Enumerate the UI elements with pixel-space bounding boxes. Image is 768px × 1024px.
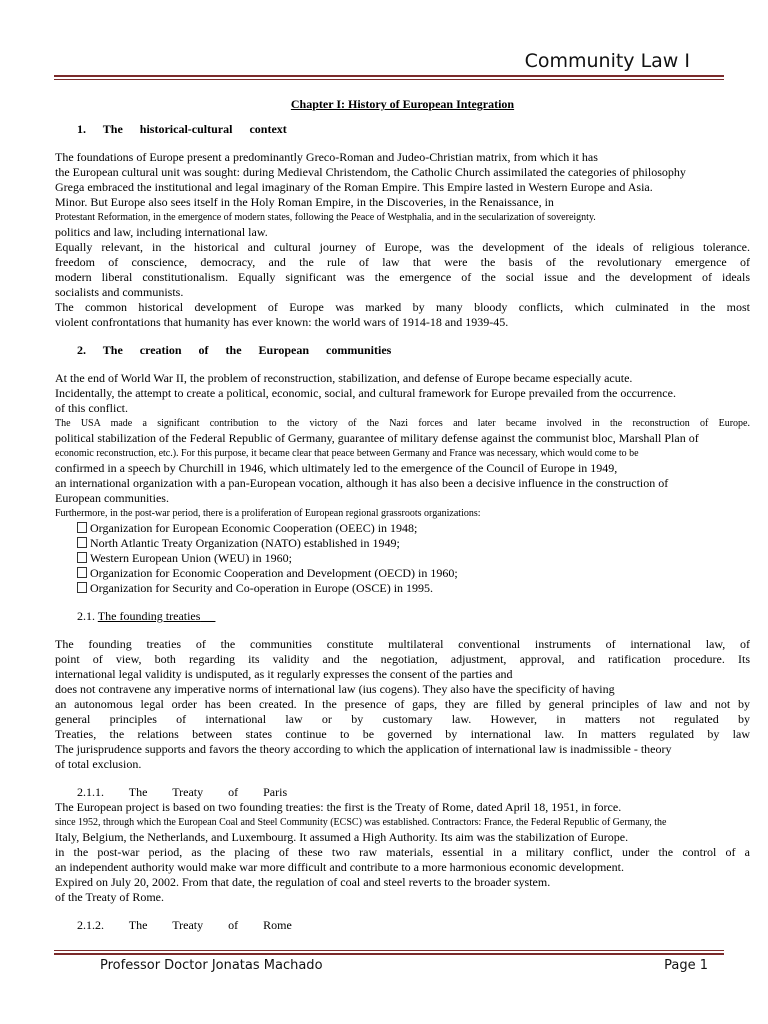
- bullet-box-icon: [77, 522, 87, 533]
- bullet-box-icon: [77, 552, 87, 563]
- paragraph-line: in the post-war period, as the placing of these two raw materials, essential in a military conflict, under the control of a: [55, 845, 750, 859]
- paragraph-line: of the Treaty of Rome.: [55, 890, 164, 904]
- paragraph-line: freedom of conscience, democracy, and the rule of law that were the basis of the revolutionary emergence of: [55, 255, 750, 269]
- chapter-title: Chapter I: History of European Integration: [290, 97, 515, 111]
- running-header-title: Community Law I: [524, 50, 690, 72]
- paragraph-line: an independent authority would make war more difficult and contribute to a more harmonious economic development.: [55, 860, 624, 874]
- section-1-body: [55, 150, 750, 330]
- bullet-box-icon: [77, 567, 87, 578]
- paragraph-line: Italy, Belgium, the Netherlands, and Luxembourg. It assumed a High Authority. Its aim was the stabilization of Europe.: [55, 830, 629, 844]
- paragraph-line: The founding treaties of the communities constitute multilateral conventional instruments of international law, of: [55, 637, 750, 651]
- list-item: Organization for Security and Co-operation in Europe (OSCE) in 1995.: [55, 581, 750, 596]
- subsection-2-1-1-body: [55, 800, 750, 905]
- paragraph-line: The USA made a significant contribution to the victory of the Nazi forces and later became involved in the reconstruction of Europe.: [55, 418, 750, 429]
- header-rule: [54, 75, 724, 77]
- paragraph-line: Treaties, the relations between states continue to be governed by international law. In matters regulated by law: [55, 727, 750, 741]
- paragraph-line: general principles of international law or by customary law. However, in matters not regulated by: [55, 712, 750, 726]
- paragraph-line: At the end of World War II, the problem of reconstruction, stabilization, and defense of Europe became especially acute.: [55, 371, 633, 385]
- paragraph-line: The foundations of Europe present a predominantly Greco-Roman and Judeo-Christian matrix, from which it has: [55, 150, 598, 164]
- paragraph-line: socialists and communists.: [55, 285, 184, 299]
- organizations-list: [55, 521, 750, 596]
- paragraph-line: of total exclusion.: [55, 757, 142, 771]
- list-item: North Atlantic Treaty Organization (NATO) established in 1949;: [55, 536, 750, 551]
- section-2-body: [55, 371, 750, 521]
- paragraph-line: Expired on July 20, 2002. From that date, the regulation of coal and steel reverts to the broader system.: [55, 875, 551, 889]
- page-content: [55, 97, 750, 933]
- paragraph-line: an autonomous legal order has been created. In the presence of gaps, they are filled by general principles of law and not by: [55, 697, 750, 711]
- subsection-2-1-heading: 2.1. The founding treaties: [77, 609, 201, 623]
- paragraph-line: since 1952, through which the European Coal and Steel Community (ECSC) was established. Contractors: France, the Federal Republic of Germany, the: [55, 817, 667, 828]
- bullet-box-icon: [77, 582, 87, 593]
- paragraph-line: international legal validity is undisputed, as it regularly expresses the consent of the parties and: [55, 667, 513, 681]
- paragraph-line: the European cultural unit was sought: during Medieval Christendom, the Catholic Church assimilated the categories of philosophy: [55, 165, 686, 179]
- section-2-heading: 2. The creation of the European communities: [77, 343, 392, 357]
- paragraph-line: Furthermore, in the post-war period, there is a proliferation of European regional grassroots organizations:: [55, 508, 481, 519]
- paragraph-line: Equally relevant, in the historical and cultural journey of Europe, was the development of the ideals of religious tolerance.: [55, 240, 750, 254]
- paragraph-line: modern liberal constitutionalism. Equally significant was the emergence of the social issue and the development of ideals: [55, 270, 750, 284]
- paragraph-line: politics and law, including international law.: [55, 225, 268, 239]
- subsection-2-1-2-heading: 2.1.2. The Treaty of Rome: [77, 918, 292, 932]
- paragraph-line: political stabilization of the Federal Republic of Germany, guarantee of military defense against the communist bloc, Marshall Plan of: [55, 431, 699, 445]
- footer-rule-thin: [54, 950, 724, 951]
- paragraph-line: confirmed in a speech by Churchill in 1946, which ultimately led to the emergence of the Council of Europe in 1949,: [55, 461, 618, 475]
- list-item: Organization for European Economic Cooperation (OEEC) in 1948;: [55, 521, 750, 536]
- paragraph-line: Incidentally, the attempt to create a political, economic, social, and cultural framework for Europe prevailed from the occurrence.: [55, 386, 676, 400]
- subsection-2-1-1-heading: 2.1.1. The Treaty of Paris: [77, 785, 288, 799]
- list-item: Western European Union (WEU) in 1960;: [55, 551, 750, 566]
- footer-author: Professor Doctor Jonatas Machado: [100, 958, 323, 973]
- paragraph-line: Grega embraced the institutional and legal imaginary of the Roman Empire. This Empire lasted in Western Europe and Asia.: [55, 180, 653, 194]
- paragraph-line: The common historical development of Europe was marked by many bloody conflicts, which culminated in the most: [55, 300, 750, 314]
- bullet-box-icon: [77, 537, 87, 548]
- paragraph-line: The jurisprudence supports and favors the theory according to which the application of international law is inadmissible - theory: [55, 742, 672, 756]
- paragraph-line: does not contravene any imperative norms of international law (ius cogens). They also have the specificity of having: [55, 682, 615, 696]
- paragraph-line: economic reconstruction, etc.). For this purpose, it became clear that peace between Germany and France was necessary, which would come to be: [55, 448, 639, 459]
- list-item: Organization for Economic Cooperation and Development (OECD) in 1960;: [55, 566, 750, 581]
- paragraph-line: violent confrontations that humanity has ever known: the world wars of 1914-18 and 1939-45.: [55, 315, 509, 329]
- footer-rule: [54, 953, 724, 955]
- page-number: Page 1: [664, 958, 708, 973]
- paragraph-line: an international organization with a pan-European vocation, although it has also been a decisive influence in the construction of: [55, 476, 669, 490]
- paragraph-line: Protestant Reformation, in the emergence of modern states, following the Peace of Westphalia, and in the secularization of sovereignty.: [55, 212, 596, 223]
- section-1-heading: 1. The historical-cultural context: [77, 122, 287, 136]
- paragraph-line: European communities.: [55, 491, 169, 505]
- subsection-2-1-body: [55, 637, 750, 772]
- paragraph-line: The European project is based on two founding treaties: the first is the Treaty of Rome, dated April 18, 1951, in force.: [55, 800, 622, 814]
- paragraph-line: Minor. But Europe also sees itself in the Holy Roman Empire, in the Discoveries, in the Renaissance, in: [55, 195, 554, 209]
- paragraph-line: point of view, both regarding its validity and the negotiation, adjustment, approval, and ratification procedure. Its: [55, 652, 750, 666]
- header-rule-thin: [54, 79, 724, 80]
- paragraph-line: of this conflict.: [55, 401, 128, 415]
